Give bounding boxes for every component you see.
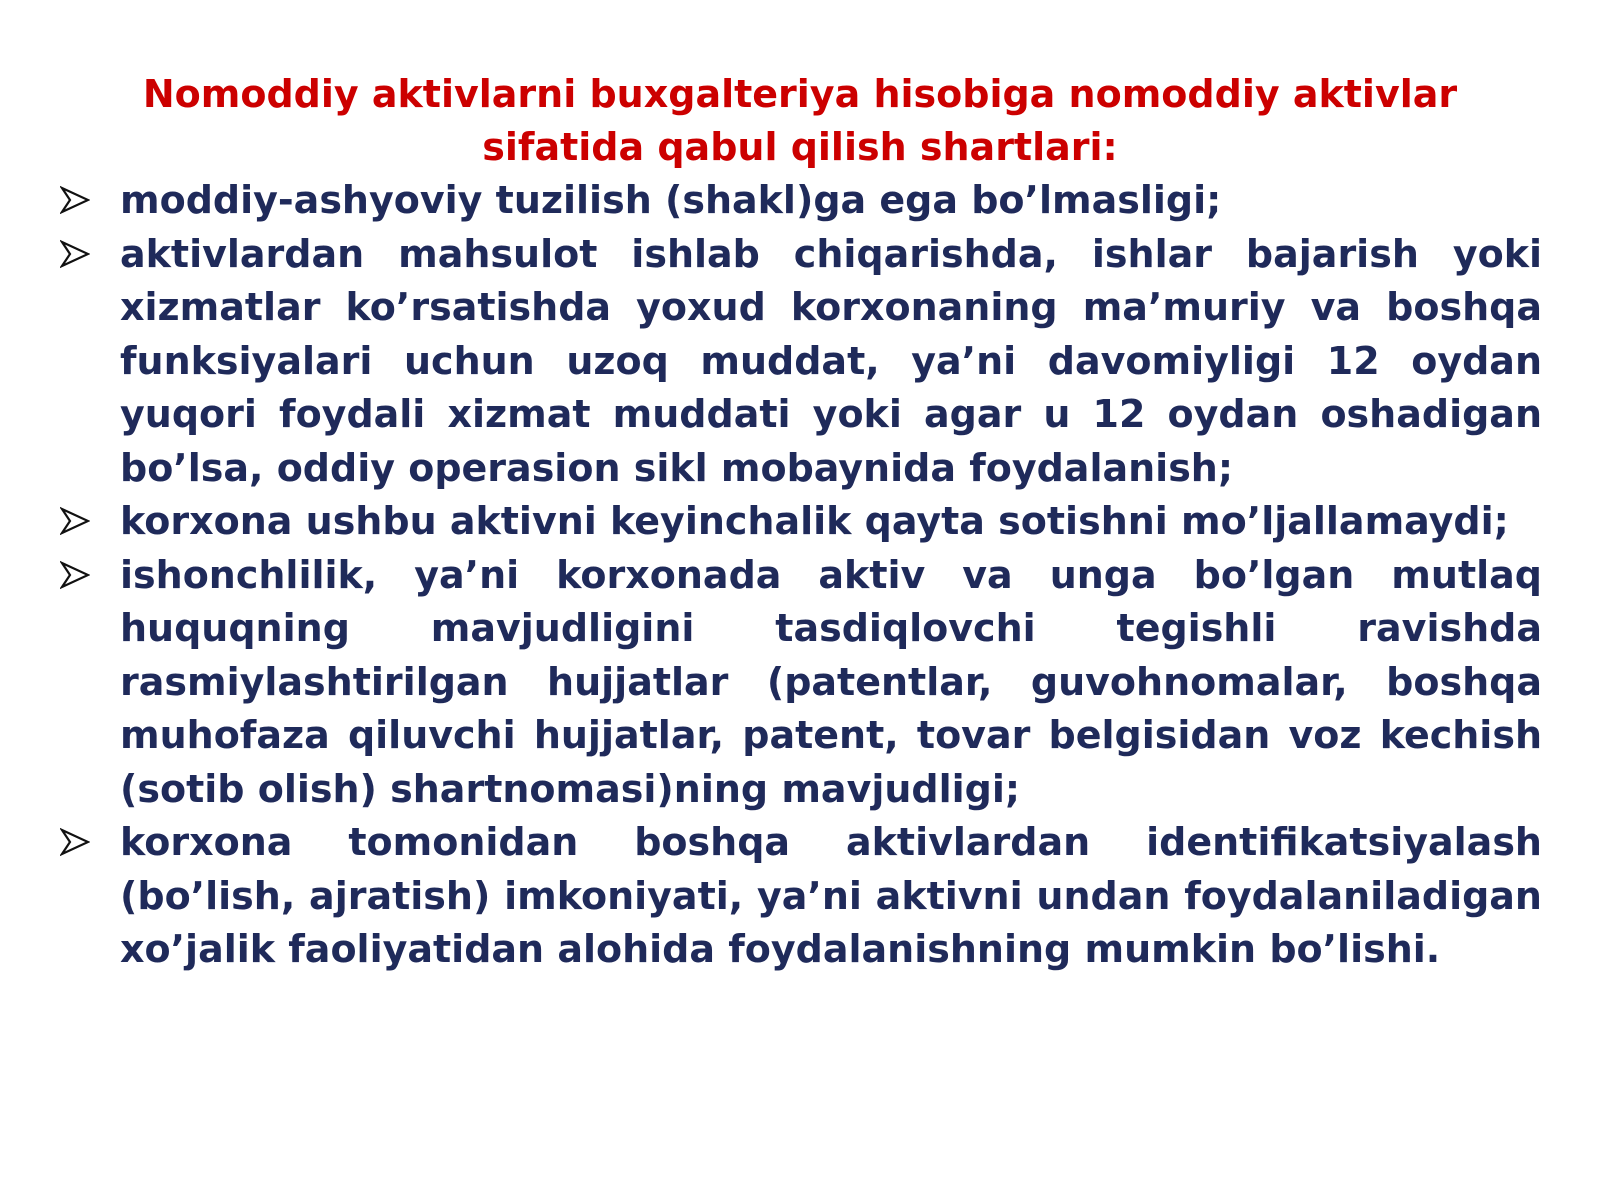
- condition-text: moddiy-ashyoviy tuzilish (shakl)ga ega bo’lmasligi;: [120, 178, 1222, 222]
- condition-text: korxona ushbu aktivni keyinchalik qayta sotishni mo’ljallamaydi;: [120, 499, 1509, 543]
- arrowhead-bullet-icon: [60, 827, 90, 857]
- list-item: [120, 549, 1542, 817]
- list-item: [120, 816, 1542, 977]
- list-item: [120, 174, 1542, 228]
- condition-text: ishonchlilik, ya’ni korxonada aktiv va unga bo’lgan mutlaq huquqning mavjudligini tasdiqlovchi tegishli ravishda rasmiylashtirilgan hujjatlar (patentlar, guvohnomalar, boshqa muhofaza qiluvchi hujjatlar, patent, tovar belgisidan voz kechish (sotib olish) shartnomasi)ning mavjudligi;: [120, 552, 1542, 811]
- slide-title: Nomoddiy aktivlarni buxgalteriya hisobiga nomoddiy aktivlar sifatida qabul qilish shartlari:: [142, 72, 1458, 169]
- arrowhead-bullet-icon: [60, 560, 90, 590]
- arrowhead-bullet-icon: [60, 239, 90, 269]
- list-item: [120, 228, 1542, 496]
- list-item: [120, 495, 1542, 549]
- arrowhead-bullet-icon: [60, 185, 90, 215]
- condition-text: aktivlardan mahsulot ishlab chiqarishda, ishlar bajarish yoki xizmatlar ko’rsatishda yoxud korxonaning ma’muriy va boshqa funksiyalari uchun uzoq muddat, ya’ni davomiyligi 12 oydan yuqori foydali xizmat muddati yoki agar u 12 oydan oshadigan bo’lsa, oddiy operasion sikl mobaynida foydalanish;: [120, 231, 1542, 490]
- conditions-list: [0, 174, 1600, 977]
- condition-text: korxona tomonidan boshqa aktivlardan identifikatsiyalash (bo’lish, ajratish) imkoniyati, ya’ni aktivni undan foydalaniladigan xo’jalik faoliyatidan alohida foydalanishning mumkin bo’lishi.: [120, 820, 1542, 971]
- arrowhead-bullet-icon: [60, 506, 90, 536]
